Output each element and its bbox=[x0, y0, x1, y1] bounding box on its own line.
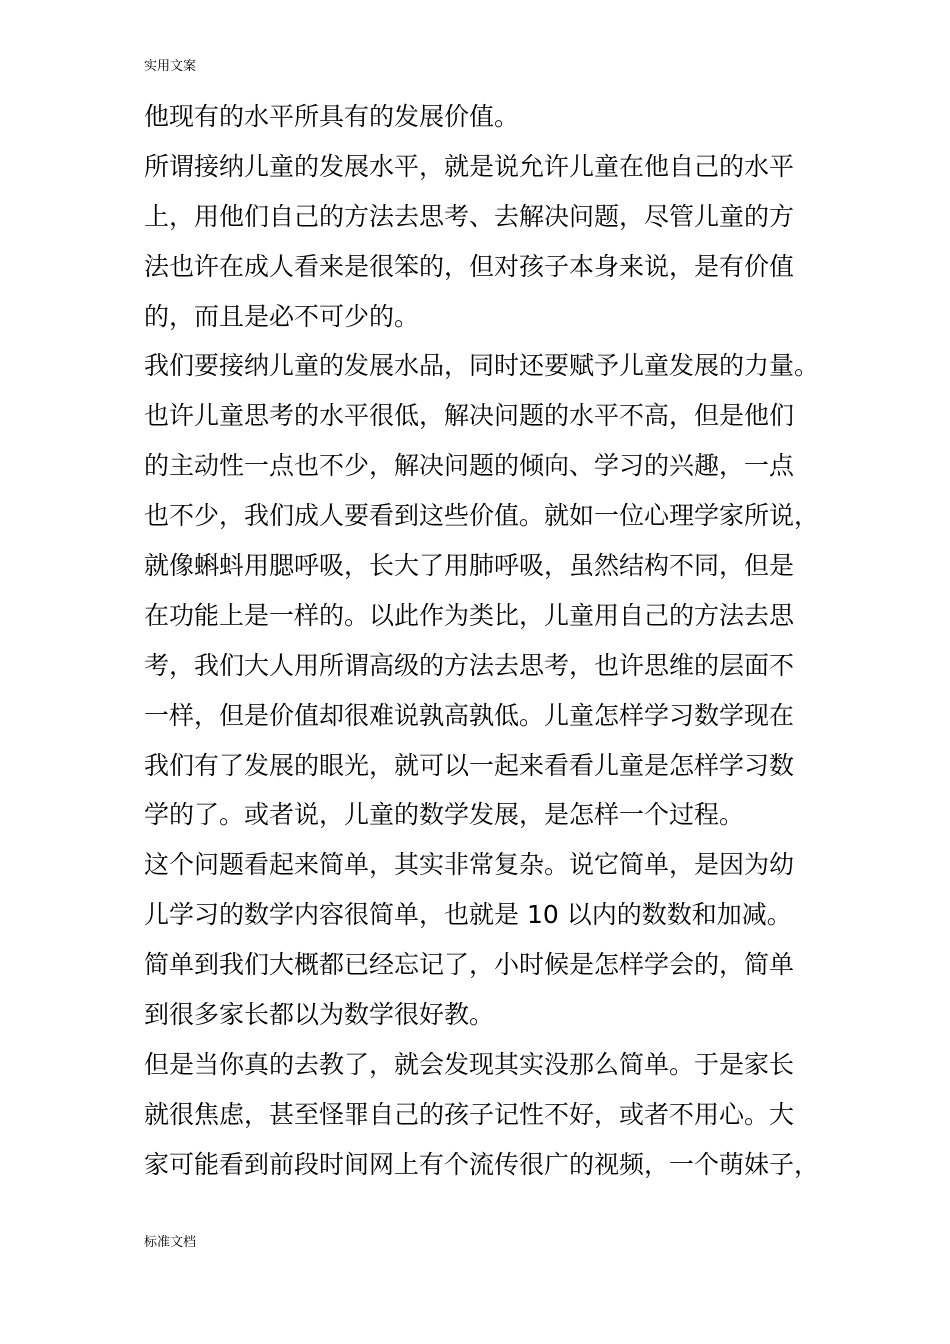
text-line: 也不少，我们成人要看到这些价值。就如一位心理学家所说， bbox=[144, 501, 820, 531]
text-line: 的，而且是必不可少的。 bbox=[144, 301, 420, 331]
text-line: 家可能看到前段时间网上有个流传很广的视频，一个萌妹子， bbox=[144, 1149, 820, 1179]
text-line: 就像蝌蚪用腮呼吸，长大了用肺呼吸，虽然结构不同，但是 bbox=[144, 551, 795, 581]
page-header: 实用文案 bbox=[144, 59, 197, 74]
text-line: 但是当你真的去教了，就会发现其实没那么简单。于是家长 bbox=[144, 1049, 795, 1079]
text-line: 所谓接纳儿童的发展水平，就是说允许儿童在他自己的水平 bbox=[144, 151, 795, 181]
page-footer: 标准文档 bbox=[144, 1235, 197, 1250]
text-line: 在功能上是一样的。以此作为类比，儿童用自己的方法去思 bbox=[144, 600, 795, 630]
text-line: 这个问题看起来简单，其实非常复杂。说它简单，是因为幼 bbox=[144, 850, 795, 880]
text-line: 也许儿童思考的水平很低，解决问题的水平不高，但是他们 bbox=[144, 401, 795, 431]
text-line: 就很焦虑，甚至怪罪自己的孩子记性不好，或者不用心。大 bbox=[144, 1099, 795, 1129]
text-line: 他现有的水平所具有的发展价值。 bbox=[144, 102, 520, 131]
text-line: 一样，但是价值却很难说孰高孰低。儿童怎样学习数学现在 bbox=[144, 700, 795, 730]
text-line: 我们有了发展的眼光，就可以一起来看看儿童是怎样学习数 bbox=[144, 750, 795, 780]
text-line: 简单到我们大概都已经忘记了，小时候是怎样学会的，简单 bbox=[144, 950, 795, 980]
text-line: 考，我们大人用所谓高级的方法去思考，也许思维的层面不 bbox=[144, 650, 795, 680]
text-line: 我们要接纳儿童的发展水品，同时还要赋予儿童发展的力量。 bbox=[144, 351, 820, 381]
text-line: 学的了。或者说，儿童的数学发展，是怎样一个过程。 bbox=[144, 800, 745, 830]
text-line: 的主动性一点也不少，解决问题的倾向、学习的兴趣，一点 bbox=[144, 451, 795, 481]
text-line: 法也许在成人看来是很笨的，但对孩子本身来说，是有价值 bbox=[144, 251, 795, 281]
text-line: 到很多家长都以为数学很好教。 bbox=[144, 1000, 495, 1030]
text-line: 上，用他们自己的方法去思考、去解决问题，尽管儿童的方 bbox=[144, 201, 795, 231]
body-text bbox=[144, 92, 834, 1190]
text-line: 儿学习的数学内容很简单，也就是 10 以内的数数和加减。 bbox=[144, 900, 792, 930]
